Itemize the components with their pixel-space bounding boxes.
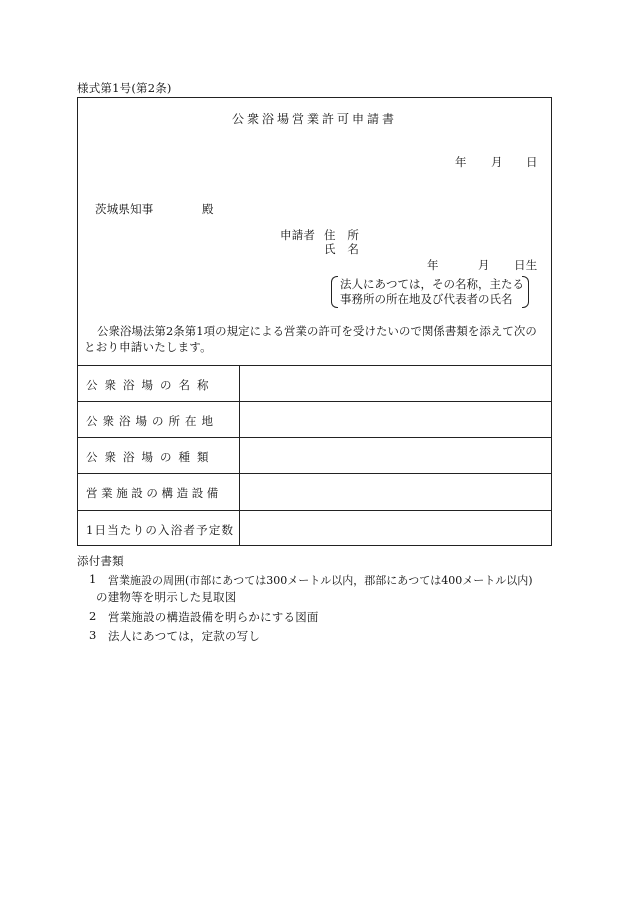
attachment-number: 1 [89, 572, 97, 586]
application-form [77, 97, 552, 546]
attachment-text: 営業施設の構造設備を明らかにする図面 [108, 610, 319, 624]
row-label-daily-bathers: 1日当たりの入浴者予定数 [86, 523, 235, 537]
table-divider [78, 365, 551, 366]
attachments-heading: 添付書類 [77, 554, 124, 568]
applicant-name-label: 氏 名 [324, 242, 360, 256]
date-month-label: 月 [491, 155, 503, 169]
attachment-text: 法人にあつては，定款の写し [108, 629, 261, 643]
right-bracket [522, 276, 529, 308]
left-bracket [331, 276, 338, 308]
table-divider [78, 510, 551, 511]
statement-line1: 公衆浴場法第2条第1項の規定による営業の許可を受けたいので関係書類を添えて次の [97, 324, 537, 338]
addressee-name: 茨城県知事 [95, 202, 154, 216]
row-label-facility-name: 公衆浴場の名称 [86, 378, 216, 392]
table-divider [78, 437, 551, 438]
attachment-number: 3 [89, 628, 97, 642]
addressee-honorific: 殿 [202, 202, 214, 216]
row-label-structure-equipment: 営業施設の構造設備 [86, 486, 222, 500]
birth-month-label: 月 [478, 258, 490, 272]
form-title: 公衆浴場営業許可申請書 [231, 112, 397, 126]
table-divider [78, 473, 551, 474]
applicant-address-label: 住 所 [324, 228, 360, 242]
statement-line2: とおり申請いたします。 [84, 340, 212, 354]
birth-day-label: 日生 [514, 258, 538, 272]
attachment-text-continued: の建物等を明示した見取図 [96, 590, 237, 604]
row-label-facility-type: 公衆浴場の種類 [86, 450, 216, 464]
corporate-note [331, 276, 529, 308]
row-label-facility-location: 公衆浴場の所在地 [86, 414, 218, 428]
attachment-number: 2 [89, 609, 97, 623]
table-divider [78, 401, 551, 402]
attachment-text: 営業施設の周囲(市部にあつては300メートル以内，郡部にあつては400メートル以内) [108, 574, 533, 587]
date-day-label: 日 [526, 155, 538, 169]
corporate-note-line1: 法人にあつては，その名称，主たる [340, 277, 524, 291]
corporate-note-line2: 事務所の所在地及び代表者の氏名 [340, 292, 513, 306]
date-year-label: 年 [455, 155, 467, 169]
form-number: 様式第1号(第2条) [77, 81, 172, 95]
applicant-label: 申請者 [280, 228, 316, 242]
table-column-divider [239, 365, 240, 545]
birth-year-label: 年 [427, 258, 439, 272]
